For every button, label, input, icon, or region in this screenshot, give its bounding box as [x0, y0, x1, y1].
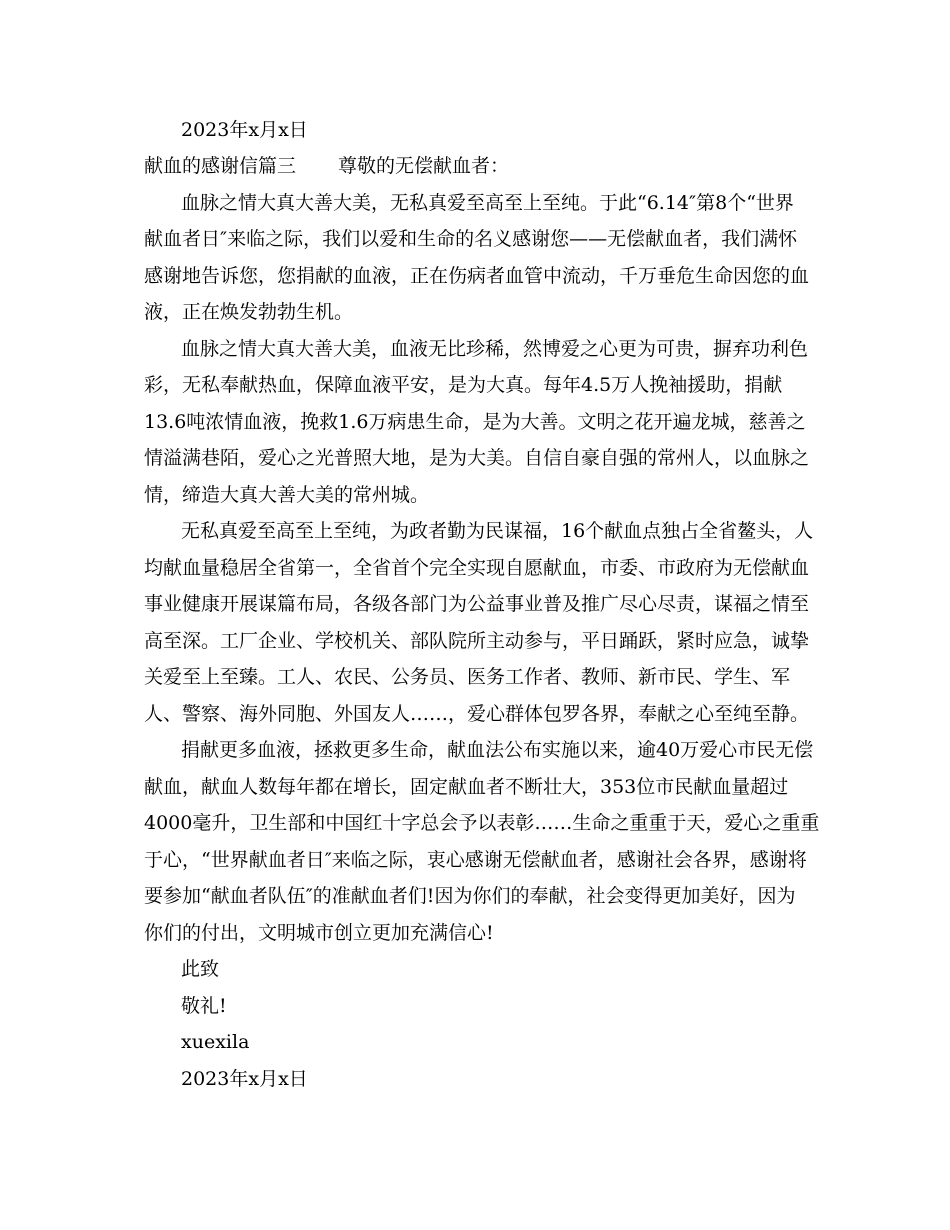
paragraph-2-line-3: 13.6吨浓情血液，挽救1.6万病患生命，是为大善。文明之花开遍龙城，慈善之: [144, 411, 806, 433]
paragraph-3-line-2: 均献血量稳居全省第一，全省首个完全实现自愿献血，市委、市政府为无偿献血: [144, 557, 810, 579]
paragraph-1-line-3: 感谢地告诉您，您捐献的血液，正在伤病者血管中流动，千万垂危生命因您的血: [144, 265, 810, 287]
paragraph-3-line-5: 关爱至上至臻。工人、农民、公务员、医务工作者、教师、新市民、学生、军: [144, 666, 791, 688]
paragraph-3-line-3: 事业健康开展谋篇布局，各级各部门为公益事业普及推广尽心尽责，谋福之情至: [144, 593, 810, 615]
paragraph-2-line-1: 血脉之情大真大善大美，血液无比珍稀，然博爱之心更为可贵，摒弃功利色: [181, 338, 809, 360]
paragraph-4-line-2: 献血，献血人数每年都在增长，固定献血者不断壮大，353位市民献血量超过: [144, 776, 789, 798]
paragraph-3-line-4: 高至深。工厂企业、学校机关、部队院所主动参与，平日踊跃，紧时应急，诚挚: [144, 630, 810, 652]
paragraph-4-line-1: 捐献更多血液，拯救更多生命，献血法公布实施以来，逾40万爱心市民无偿: [181, 739, 814, 761]
bottom-date: 2023年x月x日: [181, 1068, 308, 1090]
paragraph-4-line-4: 于心，“世界献血者日″来临之际，衷心感谢无偿献血者，感谢社会各界，感谢将: [144, 849, 807, 871]
paragraph-3-line-1: 无私真爱至高至上至纯，为政者勤为民谋福，16个献血点独占全省鳌头，人: [181, 520, 814, 542]
paragraph-2-line-2: 彩，无私奉献热血，保障血液平安，是为大真。每年4.5万人挽袖援助，捐献: [144, 374, 783, 396]
signature: xuexila: [181, 1031, 250, 1053]
paragraph-4-line-5: 要参加“献血者队伍″的准献血者们!因为你们的奉献，社会变得更加美好，因为: [144, 885, 796, 907]
paragraph-4-line-6: 你们的付出，文明城市创立更加充满信心!: [144, 922, 494, 944]
paragraph-1-line-1: 血脉之情大真大善大美，无私真爱至高至上至纯。于此“6.14″第8个“世界: [181, 192, 794, 214]
paragraph-1-line-4: 液，正在焕发勃勃生机。: [144, 301, 354, 323]
paragraph-1-line-2: 献血者日″来临之际，我们以爱和生命的名义感谢您——无偿献血者，我们满怀: [144, 228, 798, 250]
paragraph-2-line-5: 情，缔造大真大善大美的常州城。: [144, 484, 430, 506]
paragraph-2-line-4: 情溢满巷陌，爱心之光普照大地，是为大美。自信自豪自强的常州人，以血脉之: [144, 447, 810, 469]
title-line: [144, 148, 509, 184]
regards: 敬礼!: [181, 995, 227, 1017]
paragraph-4-line-3: 4000毫升，卫生部和中国红十字总会予以表彰……生命之重重于天，爱心之重重: [144, 812, 820, 834]
section-title: 献血的感谢信篇三: [144, 155, 297, 177]
closing: 此致: [181, 958, 220, 980]
salutation: 尊敬的无偿献血者：: [338, 155, 510, 177]
paragraph-3-line-6: 人、警察、海外同胞、外国友人……，爱心群体包罗各界，奉献之心至纯至静。: [144, 703, 810, 725]
top-date: 2023年x月x日: [181, 119, 308, 141]
